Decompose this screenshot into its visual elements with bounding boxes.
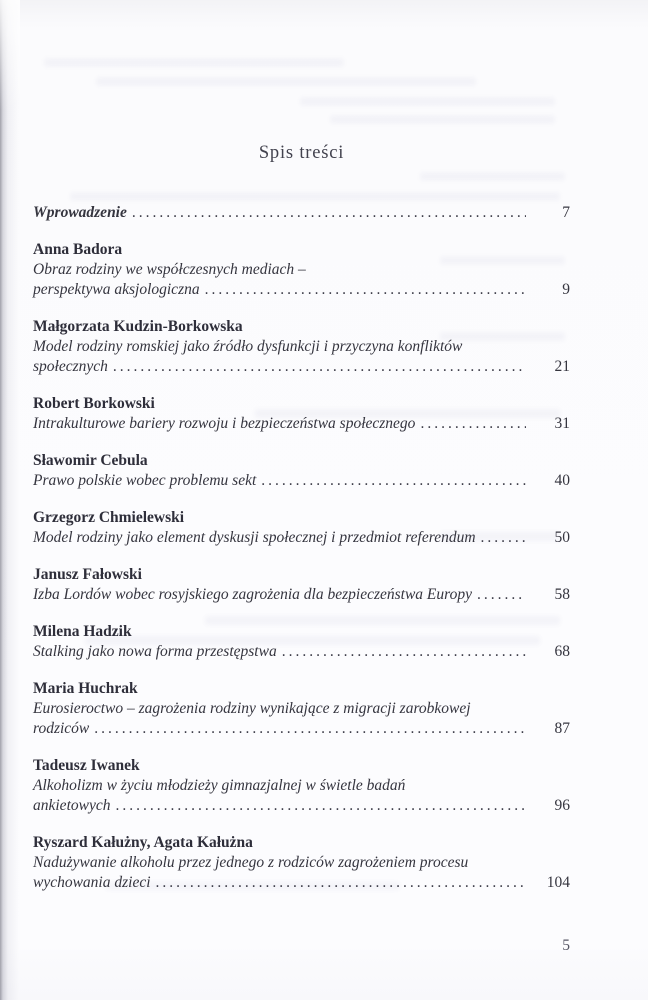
dot-leader	[113, 357, 526, 377]
toc-entry-row	[33, 280, 570, 300]
toc-entry-author: Robert Borkowski	[33, 395, 155, 412]
toc-entry-title: społecznych	[33, 358, 108, 375]
toc-entry-author: Ryszard Kałużny, Agata Kałużna	[33, 834, 253, 851]
toc-entries	[33, 203, 570, 893]
toc-entry	[33, 394, 570, 434]
toc-entry-title: Intrakulturowe bariery rozwoju i bezpieczeństwa społecznego	[33, 415, 416, 432]
dot-leader	[477, 585, 526, 605]
toc-entry-title: Izba Lordów wobec rosyjskiego zagrożenia dla bezpieczeństwa Europy	[33, 586, 472, 603]
dot-leader	[282, 642, 526, 662]
toc-entry-author: Sławomir Cebula	[33, 452, 148, 469]
toc-entry-title: Prawo polskie wobec problemu sekt	[33, 472, 257, 489]
toc-entry-title-line: Nadużywanie alkoholu przez jednego z rodziców zagrożeniem procesu	[33, 854, 469, 871]
toc-entry-page-number: 96	[554, 797, 570, 814]
toc-entry-row	[33, 585, 570, 605]
toc-entry	[33, 756, 570, 816]
scan-edge-shadow	[0, 0, 20, 1000]
toc-entry-title-line: Eurosieroctwo – zagrożenia rodziny wynikające z migracji zarobkowej	[33, 700, 471, 717]
toc-entry	[33, 508, 570, 548]
toc-entry	[33, 317, 570, 377]
toc-entry-title: ankietowych	[33, 797, 111, 814]
toc-entry-page-number: 87	[554, 720, 570, 737]
toc-entry-row	[33, 203, 570, 223]
toc-entry-row	[33, 471, 570, 491]
folio-page-number: 5	[562, 937, 570, 954]
toc-entry-page-number: 21	[554, 358, 570, 375]
toc-entry-title-line: Obraz rodziny we współczesnych mediach –	[33, 261, 306, 278]
toc-entry	[33, 565, 570, 605]
toc-entry	[33, 451, 570, 491]
toc-entry-page-number: 50	[554, 529, 570, 546]
dot-leader	[132, 203, 526, 223]
toc-entry-row	[33, 642, 570, 662]
dot-leader	[481, 528, 526, 548]
toc-entry-author: Anna Badora	[33, 241, 123, 258]
toc-entry-author: Grzegorz Chmielewski	[33, 509, 185, 526]
page-title: Spis treści	[258, 143, 345, 163]
toc-entry	[33, 833, 570, 893]
toc-entry	[33, 240, 570, 300]
toc-entry-page-number: 104	[546, 874, 570, 891]
toc-entry	[33, 622, 570, 662]
toc-entry-title: rodziców	[33, 720, 90, 737]
toc-entry-title-line: Alkoholizm w życiu młodzieży gimnazjalnej w świetle badań	[33, 777, 406, 794]
toc-entry-row	[33, 528, 570, 548]
toc-entry-row	[33, 414, 570, 434]
dot-leader	[420, 414, 526, 434]
toc-content	[33, 0, 570, 910]
dot-leader	[205, 280, 526, 300]
dot-leader	[156, 873, 526, 893]
toc-entry	[33, 203, 570, 223]
toc-entry-author: Tadeusz Iwanek	[33, 757, 140, 774]
toc-entry-title-line: Model rodziny romskiej jako źródło dysfunkcji i przyczyna konfliktów	[33, 338, 463, 355]
toc-entry-title: perspektywa aksjologiczna	[33, 281, 200, 298]
toc-entry-row	[33, 873, 570, 893]
toc-entry-title: Stalking jako nowa forma przestępstwa	[33, 643, 277, 660]
toc-entry-row	[33, 719, 570, 739]
toc-entry-author: Janusz Fałowski	[33, 566, 142, 583]
toc-entry-row	[33, 357, 570, 377]
toc-entry	[33, 679, 570, 739]
toc-entry-page-number: 58	[554, 586, 570, 603]
toc-entry-title: wychowania dzieci	[33, 874, 151, 891]
toc-entry-title: Wprowadzenie	[33, 204, 127, 221]
toc-entry-page-number: 31	[554, 415, 570, 432]
toc-entry-author: Małgorzata Kudzin-Borkowska	[33, 318, 243, 335]
toc-entry-page-number: 40	[554, 472, 570, 489]
toc-entry-page-number: 68	[554, 643, 570, 660]
dot-leader	[261, 471, 526, 491]
dot-leader	[94, 719, 526, 739]
toc-entry-author: Maria Huchrak	[33, 680, 138, 697]
dot-leader	[115, 796, 526, 816]
toc-entry-title: Model rodziny jako element dyskusji społecznej i przedmiot referendum	[33, 529, 476, 546]
toc-entry-page-number: 9	[562, 281, 570, 298]
toc-entry-author: Milena Hadzik	[33, 623, 132, 640]
toc-entry-page-number: 7	[562, 204, 570, 221]
toc-entry-row	[33, 796, 570, 816]
